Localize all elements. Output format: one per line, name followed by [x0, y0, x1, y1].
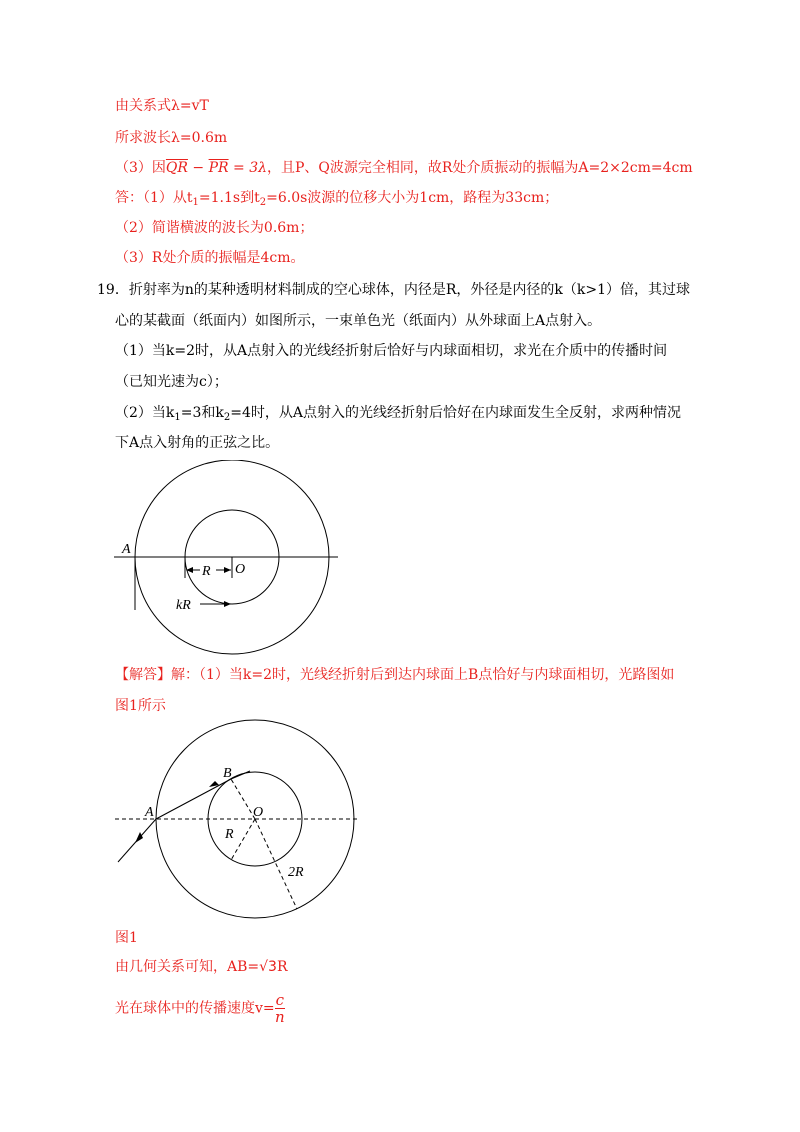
fraction-numerator: c: [275, 991, 285, 1009]
solution-line-1: 【解答】解：（1）当k=2时，光线经折射后到达内球面上B点恰好与内球面相切，光路图如: [115, 667, 675, 683]
refracted-ray-ab: [156, 779, 231, 819]
question-line-5-b: =3和k: [180, 405, 224, 421]
question-line-4: （已知光速为c）；: [115, 374, 228, 390]
sub-t1: 1: [192, 197, 199, 208]
arrowhead-r-right: [224, 567, 231, 573]
text-line-1: 由关系式λ=vT: [115, 98, 209, 114]
equals-3-lambda: = 3λ: [228, 160, 267, 176]
answer-line-1: [115, 188, 558, 208]
label-2r: 2R: [288, 865, 304, 880]
answer-line-2: （2）简谐横波的波长为0.6m；: [115, 220, 314, 236]
sub-k2: 2: [223, 412, 231, 423]
question-line-2: 心的某截面（纸面内）如图所示，一束单色光（纸面内）从外球面上A点射入。: [115, 313, 602, 329]
answer-line-1-c: =6.0s波源的位移大小为1cm，路程为33cm；: [266, 190, 559, 206]
question-line-3: （1）当k=2时，从A点射入的光线经折射后恰好与内球面相切，求光在介质中的传播时间: [115, 343, 668, 359]
radius-r: [231, 819, 255, 860]
text-line-3-prefix: （3）因: [115, 160, 166, 176]
label-b: B: [223, 766, 232, 781]
label-a: A: [122, 542, 131, 557]
solution-line-4-a: 光在球体中的传播速度v=: [115, 1000, 275, 1017]
label-kr: kR: [176, 598, 191, 613]
answer-line-3: （3）R处介质的振幅是4cm。: [115, 250, 305, 266]
figure-1-diagram: [100, 460, 360, 660]
question-line-5: [115, 403, 681, 423]
text-line-3-rest: ，且P、Q波源完全相同，故R处介质振动的振幅为A=2×2cm=4cm: [266, 160, 693, 176]
label-r: R: [202, 564, 211, 579]
label-o: O: [253, 805, 264, 820]
answer-line-1-a: 答：（1）从t: [115, 190, 193, 206]
radius-ob: [231, 779, 255, 819]
answer-line-1-b: =1.1s到t: [198, 190, 260, 206]
solution-line-3: [115, 957, 288, 977]
overline-pr: $\overline{PR}$: [208, 160, 229, 176]
fraction-c-over-n: [275, 992, 285, 1025]
label-a: A: [145, 805, 154, 820]
sub-t2: 2: [259, 197, 267, 208]
fraction-denominator: n: [275, 1008, 285, 1026]
figure-caption: 图1: [115, 930, 138, 946]
label-r: R: [225, 827, 234, 842]
figure-2-diagram: [105, 715, 370, 930]
label-o: O: [235, 562, 246, 577]
radius-2r: [255, 819, 297, 909]
solution-line-3-a: 由几何关系可知，AB=: [115, 959, 260, 975]
minus-sign: −: [187, 160, 209, 176]
arrowhead-kr: [224, 601, 231, 607]
tangent-arc-ray: [231, 771, 250, 779]
question-line-5-c: =4时，从A点射入的光线经折射后恰好在内球面发生全反射，求两种情况: [230, 405, 682, 421]
sqrt-3: √3: [259, 959, 277, 975]
question-line-5-a: （2）当k: [115, 405, 175, 421]
text-line-2: 所求波长λ=0.6m: [115, 130, 228, 146]
solution-line-2: 图1所示: [115, 698, 166, 714]
incident-arrowhead: [135, 832, 143, 843]
sub-k1: 1: [174, 412, 181, 423]
overline-qr: $\overline{QR}$: [165, 160, 188, 176]
question-line-1: 19．折射率为n的某种透明材料制成的空心球体，内径是R，外径是内径的k（k>1）倍，其过球: [97, 282, 690, 298]
solution-line-3-b: R: [276, 959, 288, 975]
text-line-3: [115, 158, 693, 178]
solution-line-4: [115, 992, 285, 1025]
question-line-6: 下A点入射角的正弦之比。: [115, 435, 280, 451]
